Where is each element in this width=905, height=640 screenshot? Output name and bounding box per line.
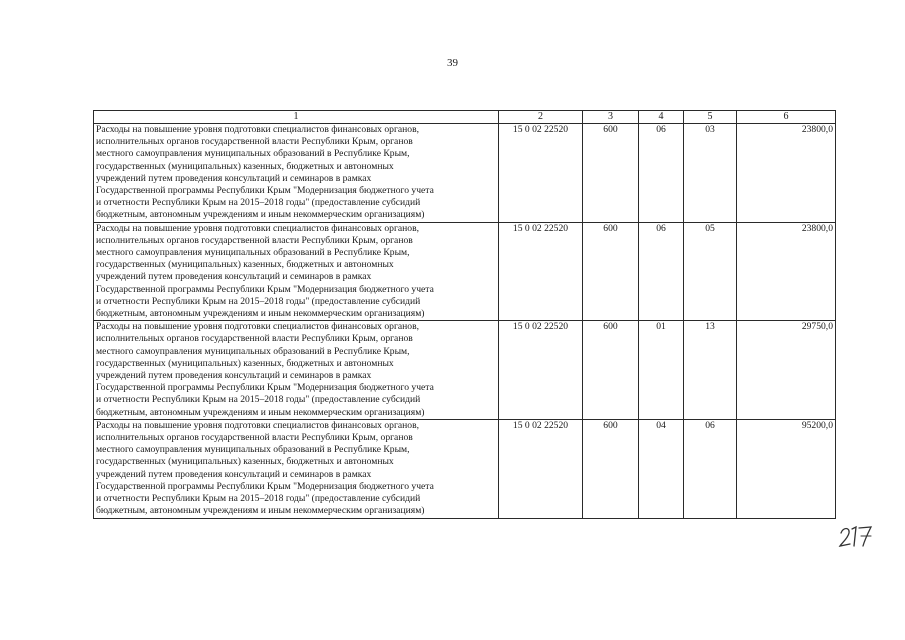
table-row	[94, 222, 836, 321]
budget-table	[93, 110, 836, 519]
description-line: Государственной программы Республики Крым "Модернизация бюджетного учета	[96, 185, 434, 197]
description-line: местного самоуправления муниципальных образований в Республике Крым,	[96, 148, 410, 160]
expense-description	[94, 321, 499, 420]
description-line: государственных (муниципальных) казенных, бюджетных и автономных	[96, 456, 394, 468]
table-row	[94, 419, 836, 518]
section-code: 04	[639, 419, 684, 518]
page-number: 39	[447, 57, 458, 69]
column-header-6: 6	[737, 111, 836, 124]
column-header-4: 4	[639, 111, 684, 124]
subsection-code: 03	[684, 124, 737, 223]
subsection-code: 05	[684, 222, 737, 321]
description-line: местного самоуправления муниципальных образований в Республике Крым,	[96, 444, 410, 456]
expense-type-code: 600	[583, 419, 639, 518]
expense-description	[94, 222, 499, 321]
description-line: бюджетным, автономным учреждениям и иным некоммерческим организациям)	[96, 209, 425, 221]
description-line: государственных (муниципальных) казенных, бюджетных и автономных	[96, 357, 394, 369]
table-row	[94, 124, 836, 223]
amount-value: 95200,0	[737, 419, 836, 518]
column-header-5: 5	[684, 111, 737, 124]
description-line: Расходы на повышение уровня подготовки специалистов финансовых органов,	[96, 124, 420, 135]
target-article-code: 15 0 02 22520	[499, 124, 583, 223]
section-code: 06	[639, 222, 684, 321]
handwritten-signature	[838, 522, 878, 550]
description-line: и отчетности Республики Крым на 2015–2018 годы" (предоставление субсидий	[96, 295, 421, 307]
description-line: учреждений путем проведения консультаций и семинаров в рамках	[96, 172, 372, 184]
description-line: исполнительных органов государственной власти Республики Крым, органов	[96, 234, 413, 246]
subsection-code: 13	[684, 321, 737, 420]
description-line: Государственной программы Республики Крым "Модернизация бюджетного учета	[96, 480, 434, 492]
amount-value: 23800,0	[737, 222, 836, 321]
description-line: Расходы на повышение уровня подготовки специалистов финансовых органов,	[96, 419, 420, 431]
section-code: 06	[639, 124, 684, 223]
amount-value: 23800,0	[737, 124, 836, 223]
amount-value: 29750,0	[737, 321, 836, 420]
description-line: учреждений путем проведения консультаций и семинаров в рамках	[96, 271, 372, 283]
description-line: исполнительных органов государственной власти Республики Крым, органов	[96, 136, 413, 148]
table-row	[94, 321, 836, 420]
expense-type-code: 600	[583, 124, 639, 223]
description-line: бюджетным, автономным учреждениям и иным некоммерческим организациям)	[96, 308, 425, 320]
description-line: Государственной программы Республики Крым "Модернизация бюджетного учета	[96, 283, 434, 295]
description-line: и отчетности Республики Крым на 2015–2018 годы" (предоставление субсидий	[96, 493, 421, 505]
subsection-code: 06	[684, 419, 737, 518]
column-header-2: 2	[499, 111, 583, 124]
description-line: бюджетным, автономным учреждениям и иным некоммерческим организациям)	[96, 406, 425, 418]
description-line: и отчетности Республики Крым на 2015–2018 годы" (предоставление субсидий	[96, 394, 421, 406]
expense-description	[94, 124, 499, 223]
description-line: Государственной программы Республики Крым "Модернизация бюджетного учета	[96, 382, 434, 394]
description-line: и отчетности Республики Крым на 2015–2018 годы" (предоставление субсидий	[96, 197, 421, 209]
table-header-row	[94, 111, 836, 124]
target-article-code: 15 0 02 22520	[499, 321, 583, 420]
description-line: учреждений путем проведения консультаций и семинаров в рамках	[96, 468, 372, 480]
description-line: местного самоуправления муниципальных образований в Республике Крым,	[96, 345, 410, 357]
target-article-code: 15 0 02 22520	[499, 222, 583, 321]
expense-type-code: 600	[583, 222, 639, 321]
expense-type-code: 600	[583, 321, 639, 420]
description-line: бюджетным, автономным учреждениям и иным некоммерческим организациям)	[96, 505, 425, 517]
target-article-code: 15 0 02 22520	[499, 419, 583, 518]
description-line: исполнительных органов государственной власти Республики Крым, органов	[96, 333, 413, 345]
description-line: Расходы на повышение уровня подготовки специалистов финансовых органов,	[96, 222, 420, 234]
description-line: исполнительных органов государственной власти Республики Крым, органов	[96, 432, 413, 444]
section-code: 01	[639, 321, 684, 420]
table-body	[94, 124, 836, 519]
description-line: Расходы на повышение уровня подготовки специалистов финансовых органов,	[96, 321, 420, 333]
expense-description	[94, 419, 499, 518]
column-header-1: 1	[94, 111, 499, 124]
description-line: государственных (муниципальных) казенных, бюджетных и автономных	[96, 160, 394, 172]
column-header-3: 3	[583, 111, 639, 124]
description-line: учреждений путем проведения консультаций и семинаров в рамках	[96, 370, 372, 382]
description-line: местного самоуправления муниципальных образований в Республике Крым,	[96, 247, 410, 259]
description-line: государственных (муниципальных) казенных, бюджетных и автономных	[96, 259, 394, 271]
